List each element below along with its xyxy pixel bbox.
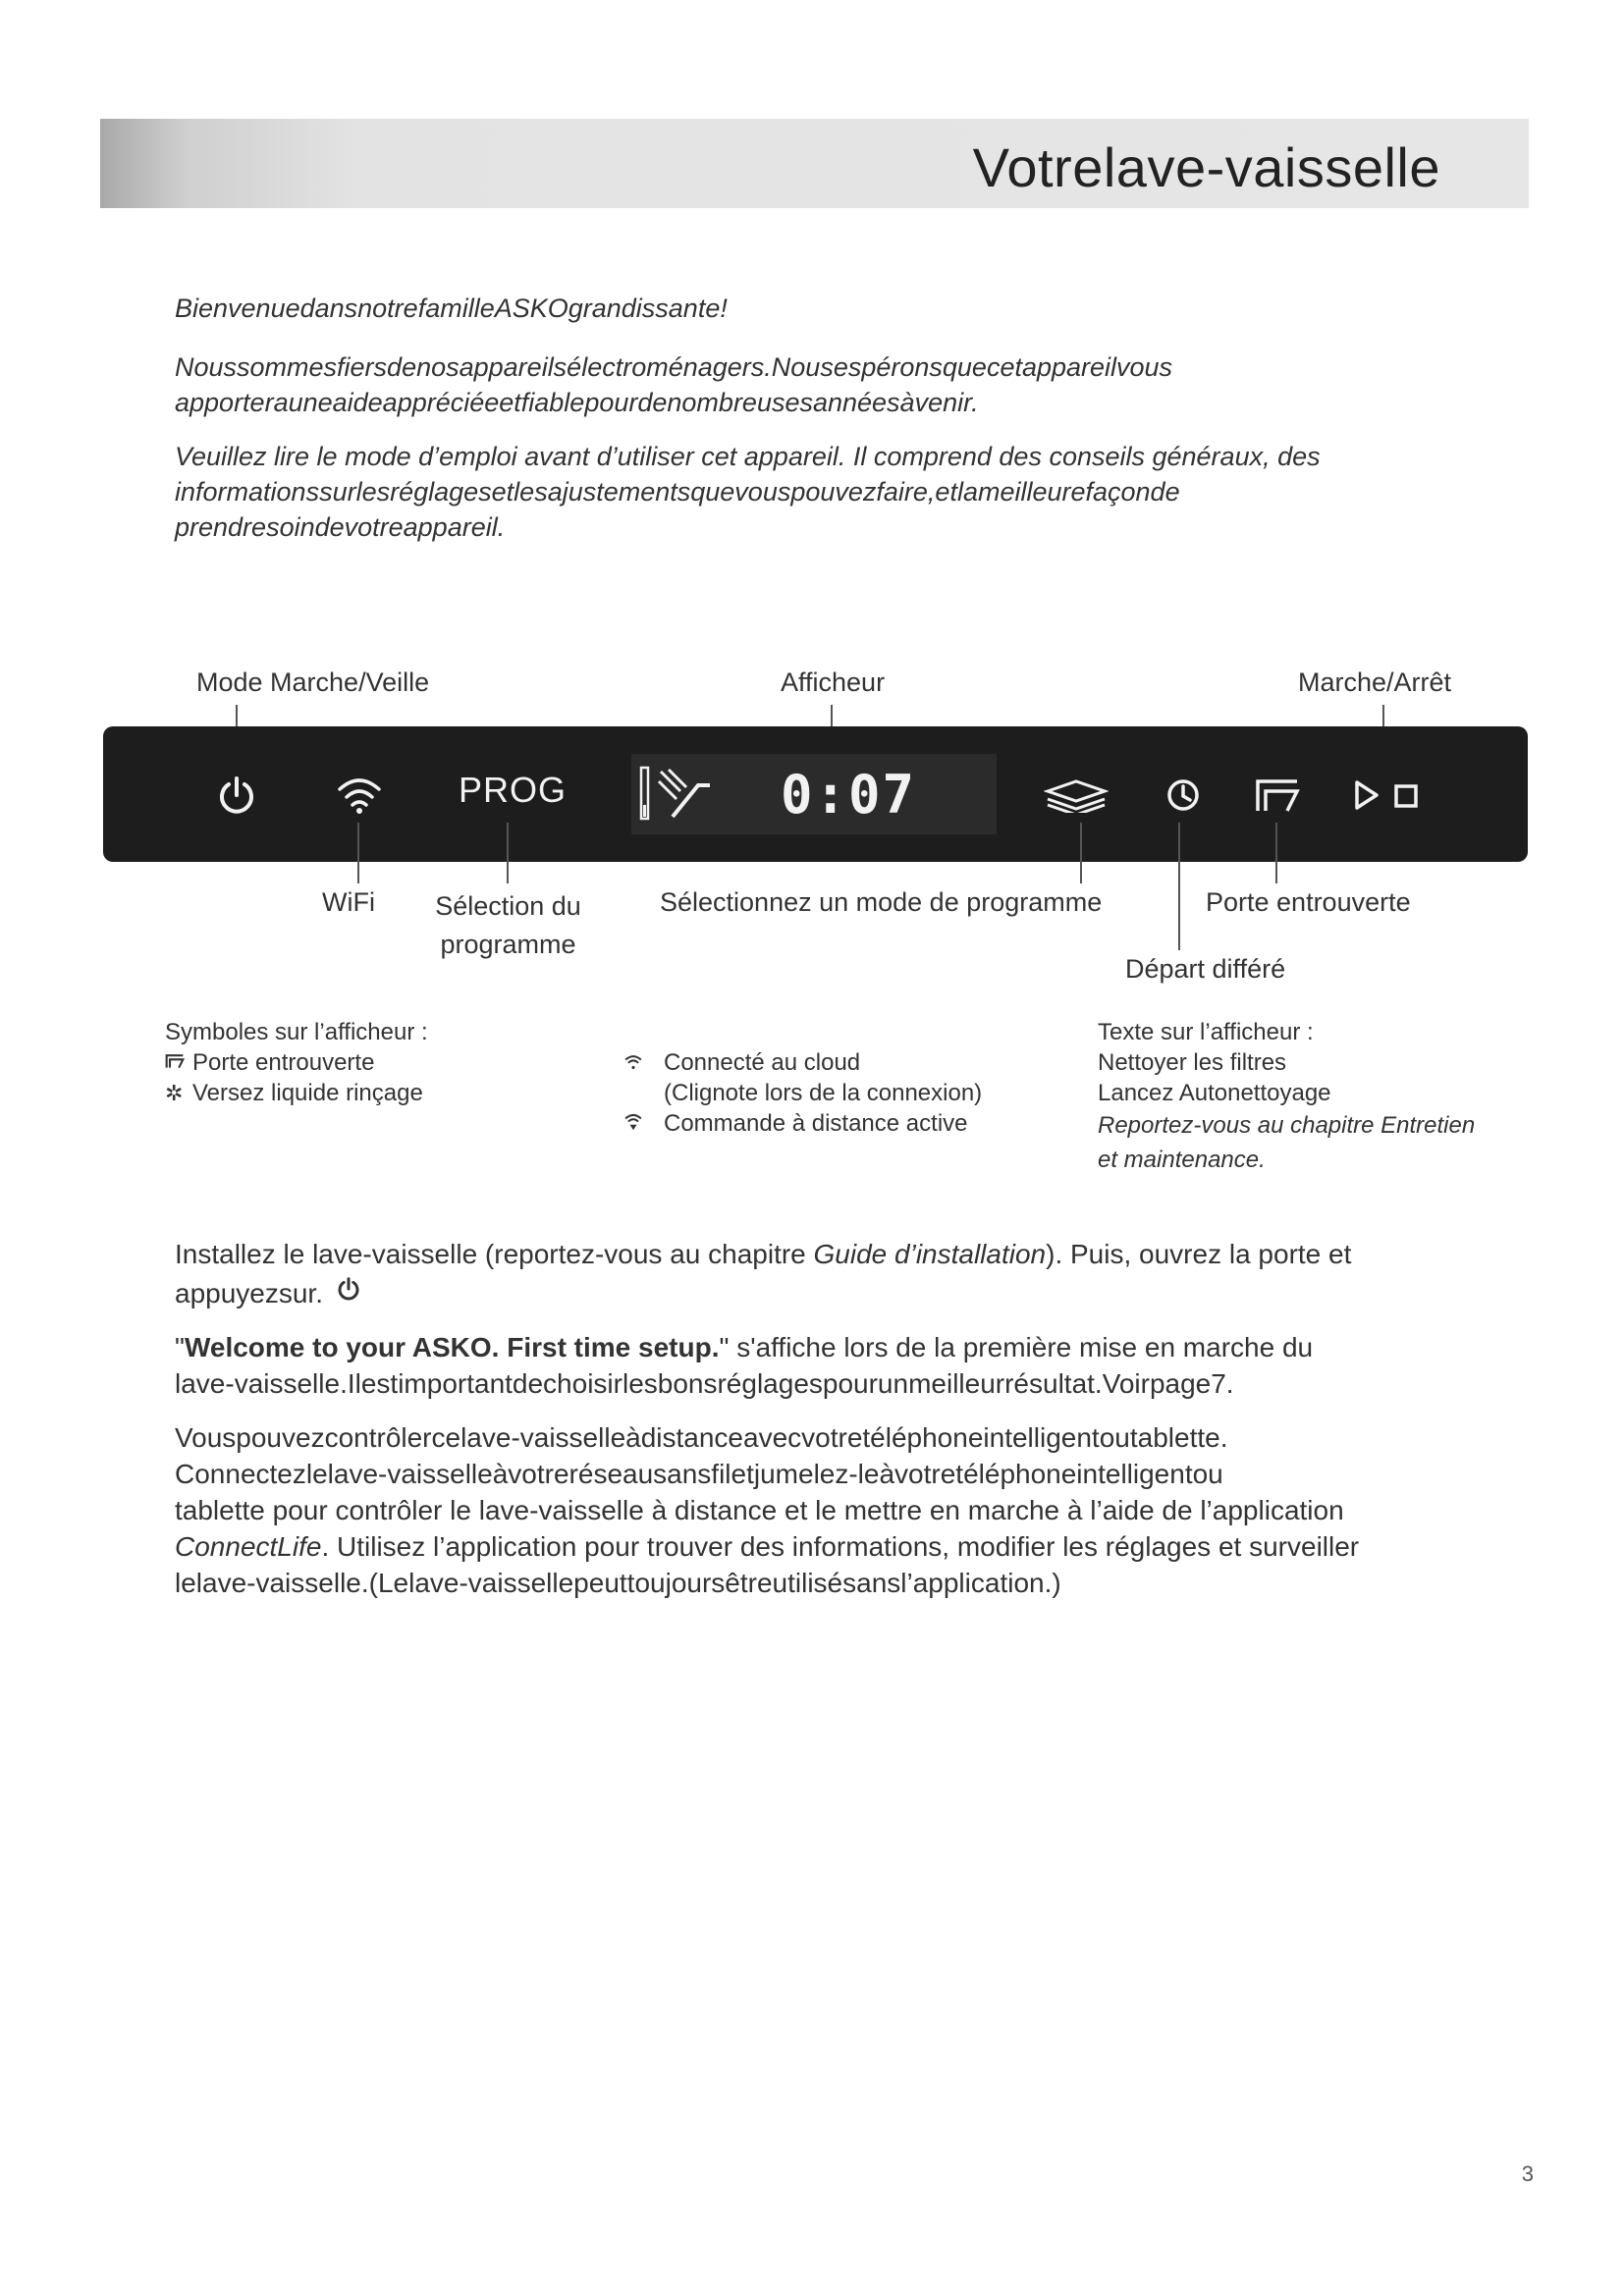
power-icon [337, 1277, 360, 1301]
intro-line: Veuillez lire le mode d’emploi avant d’utiliser cet appareil. Il comprend des conseils généraux, des [175, 442, 1321, 471]
door-ajar-icon [1254, 775, 1301, 815]
body-line: Vouspouvezcontrôlercelave-vaisselleàdistanceavecvotretéléphoneintelligentoutablette. [175, 1422, 1228, 1453]
intro-line: Noussommesfiersdenosappareilsélectroménagers.Nousespéronsquecetappareilvous [175, 352, 1173, 382]
app-name: ConnectLife [175, 1531, 322, 1562]
display-text-heading: Texte sur l’afficheur : [1098, 1019, 1314, 1045]
body-text: " [175, 1332, 185, 1362]
legend-item [165, 1047, 428, 1078]
body-text: " s'affiche lors de la première mise en marche du [719, 1332, 1314, 1362]
rinse-aid-icon: ✲ [165, 1081, 184, 1105]
label-on-off: Marche/Arrêt [1298, 667, 1452, 697]
legend-text: Lancez Autonettoyage [1098, 1080, 1331, 1106]
start-icon [1352, 777, 1381, 813]
cloud-legend [624, 1047, 982, 1139]
body-text: Installez le lave-vaisselle (reportez-vous au chapitre [175, 1239, 814, 1269]
label-door-ajar: Porte entrouverte [1206, 887, 1411, 917]
intro-line: BienvenuedansnotrefamilleASKOgrandissante! [175, 294, 728, 323]
page-number: 3 [1521, 2162, 1534, 2186]
intro-paragraph-2 [175, 349, 1471, 420]
display-screen [631, 754, 997, 834]
wifi-icon [624, 1047, 664, 1078]
body-line: tablette pour contrôler le lave-vaisselle à distance et le mettre en marche à l’aide de l’application [175, 1495, 1344, 1525]
body-line: lave-vaisselle.Ilestimportantdechoisirlesbonsréglagespourunmeilleurrésultat.Voirpage7. [175, 1368, 1234, 1399]
body-text: appuyezsur. [175, 1278, 323, 1308]
door-ajar-icon [165, 1047, 192, 1078]
body-line [175, 1235, 1471, 1274]
legend-item [165, 1078, 428, 1108]
legend-text: Commande à distance active [664, 1110, 968, 1137]
label-line: programme [440, 930, 576, 959]
leader-line [1080, 823, 1082, 883]
remote-paragraph [175, 1419, 1471, 1601]
power-icon [217, 775, 256, 815]
label-delayed-start: Départ différé [1125, 954, 1286, 984]
header-band [100, 119, 1529, 208]
display-time: 0:07 [781, 764, 917, 826]
label-program-mode: Sélectionnez un mode de programme [660, 887, 1103, 917]
clock-icon [1165, 777, 1201, 813]
wifi-icon [337, 775, 382, 815]
body-text: ). Puis, ouvrez la porte et [1046, 1239, 1352, 1269]
intro-line: prendresoindevotreappareil. [175, 512, 506, 542]
body-line [175, 1528, 1471, 1565]
body-line: Connectezlelave-vaisselleàvotreréseausansfiletjumelez-leàvotretéléphoneintelligentou [175, 1459, 1223, 1489]
leader-line [507, 823, 509, 883]
legend-text: Versez liquide rinçage [192, 1080, 423, 1106]
control-panel [103, 726, 1528, 862]
welcome-paragraph [175, 1329, 1471, 1402]
body-line [175, 1274, 1471, 1313]
legend-text: Connecté au cloud [664, 1049, 861, 1076]
prog-button: PROG [459, 770, 568, 810]
page-title: Votrelave-vaisselle [972, 136, 1440, 198]
symbols-heading: Symboles sur l’afficheur : [165, 1019, 428, 1045]
label-program-selection [422, 887, 594, 964]
label-display: Afficheur [781, 667, 886, 697]
intro-paragraph-3 [175, 439, 1471, 545]
install-paragraph [175, 1235, 1471, 1313]
body-text: . Utilisez l’application pour trouver des informations, modifier les réglages et surveiller [321, 1531, 1360, 1562]
display-text-legend [1098, 1017, 1475, 1177]
body-line: lelave-vaisselle.(Lelave-vaissellepeuttoujoursêtreutilisésansl’application.) [175, 1568, 1061, 1598]
legend-note: et maintenance. [1098, 1147, 1266, 1173]
legend-text: Nettoyer les filtres [1098, 1049, 1287, 1076]
rinse-aid-icon [637, 762, 726, 827]
legend-note: Reportez-vous au chapitre Entretien [1098, 1112, 1476, 1139]
intro-line: apporterauneaideappréciéeetfiablepourdenombreusesannéesàvenir. [175, 388, 979, 417]
body-line [175, 1329, 1471, 1365]
stop-icon [1393, 783, 1419, 809]
program-mode-icon [1044, 777, 1109, 813]
welcome-message: Welcome to your ASKO. First time setup. [184, 1332, 720, 1362]
legend-item [624, 1108, 982, 1139]
label-line: Sélection du [435, 891, 581, 921]
leader-line [1178, 823, 1180, 950]
label-mode-standby: Mode Marche/Veille [196, 667, 430, 697]
legend-text: (Clignote lors de la connexion) [664, 1080, 983, 1106]
symbols-legend [165, 1017, 428, 1108]
remote-control-icon [624, 1108, 664, 1139]
intro-line: informationssurlesréglagesetlesajustementsquevouspouvezfaire,etlameilleurefaçonde [175, 477, 1180, 507]
leader-line [1275, 823, 1277, 883]
guide-reference: Guide d’installation [813, 1239, 1047, 1269]
intro-welcome [175, 291, 1471, 326]
legend-text: Porte entrouverte [192, 1049, 375, 1076]
legend-item [624, 1047, 982, 1078]
leader-line [357, 823, 359, 883]
label-wifi: WiFi [322, 887, 375, 917]
